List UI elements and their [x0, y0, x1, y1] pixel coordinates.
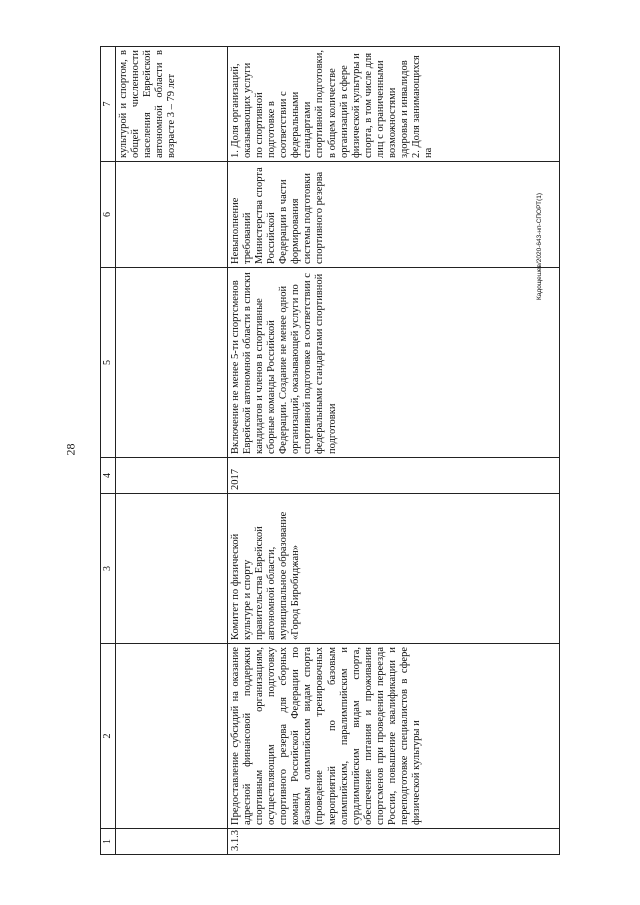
year-cell: 2017 — [228, 458, 560, 494]
table-cell — [116, 162, 228, 268]
header-cell: 7 — [101, 47, 116, 162]
table-cell — [116, 268, 228, 458]
header-cell: 6 — [101, 162, 116, 268]
header-cell: 5 — [101, 268, 116, 458]
page-number: 28 — [63, 443, 78, 456]
table-cell — [116, 494, 228, 644]
header-cell: 3 — [101, 494, 116, 644]
header-row — [101, 47, 116, 855]
rotated-table-wrapper — [100, 47, 560, 855]
table-row — [116, 47, 228, 855]
document-footer: Кадощешев/2020-643-нп-СПОРТ(1) — [536, 192, 543, 300]
header-cell: 4 — [101, 458, 116, 494]
table-cell — [116, 458, 228, 494]
header-cell: 2 — [101, 644, 116, 829]
measure-cell: Предоставление субсидий на оказание адресной финансовой поддержки спортивным организациям, осуществляющим подготовку спортивного резерва для сборных команд Российской Федерации по базовым олимпийским видам спорта (проведение тренировочных мероприятий по базовым олимпийским, паралимпийским и сурдлимпийским видам спорта, обеспечение питания и проживания спортсменов при проведении переезда России, повышение квалификации и переподготовке специалистов в сфере физической культуры и — [228, 644, 560, 829]
indicator-cell: 1. Доля организаций, оказывающих услуги по спортивной подготовке в соответствии с федеральными стандартами спортивной подготовки, в общем количестве организаций в сфере физической культуры и спорта, в том числе для лиц с ограниченными возможностями здоровья и инвалидов 2. Доля занимающихся на — [228, 47, 560, 162]
table-cell — [116, 644, 228, 829]
item-number-cell: 3.1.3 — [228, 829, 560, 855]
result-cell: Включение не менее 5-ти спортсменов Еврейской автономной области в списки кандидатов и членов в спортивные сборные команды Российской Федерации. Создание не менее одной организаций, оказывающей услуги по спортивной подготовке в соответствии с федеральными стандартами спортивной подготовки — [228, 268, 560, 458]
consequence-cell: Невыполнение требований Министерства спорта Российской Федерации в части формирования системы подготовки спортивного резерва — [228, 162, 560, 268]
program-table — [100, 46, 560, 855]
indicator-cell: культурой и спортом, в общей численности населения Еврейской автономной области в возрасте 3 – 79 лет — [116, 47, 228, 162]
executor-cell: Комитет по физической культуре и спорту правительства Еврейской автономной области, муниципальное образование «Город Биробиджан» — [228, 494, 560, 644]
table-row — [228, 47, 560, 855]
header-cell: 1 — [101, 829, 116, 855]
table-cell — [116, 829, 228, 855]
